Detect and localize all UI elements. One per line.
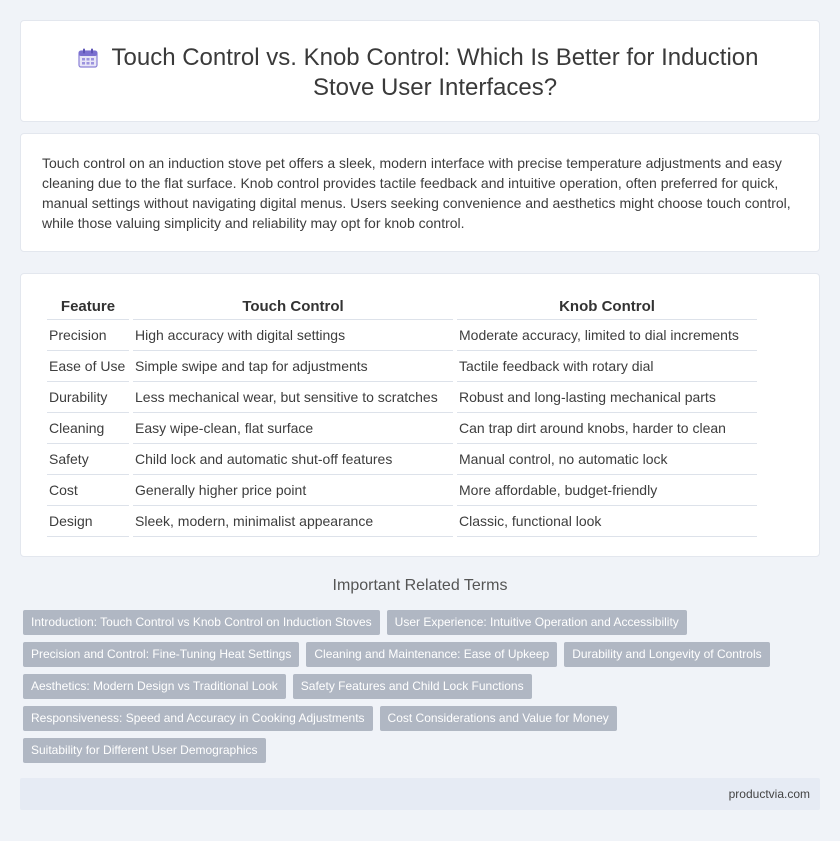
touch-cell: Easy wipe-clean, flat surface: [133, 413, 453, 444]
table-row: [47, 351, 757, 382]
footer-site-link[interactable]: productvia.com: [728, 787, 810, 801]
table-row: [47, 382, 757, 413]
intro-paragraph: Touch control on an induction stove pet offers a sleek, modern interface with precise temperature adjustments and easy cleaning due to the flat surface. Knob control provides tactile feedback and intuitive operation, often preferred for quick, manual settings without navigating digital menus. Users seeking convenience and aesthetics might choose touch control, while those valuing simplicity and reliability may opt for knob control.: [42, 155, 791, 231]
table-row: [47, 444, 757, 475]
footer: [20, 778, 820, 810]
knob-cell: Classic, functional look: [457, 506, 757, 537]
feature-cell: Cost: [47, 475, 129, 506]
related-term-tag[interactable]: Cost Considerations and Value for Money: [380, 706, 617, 731]
knob-cell: Moderate accuracy, limited to dial increments: [457, 320, 757, 351]
table-row: [47, 320, 757, 351]
related-term-tag[interactable]: Introduction: Touch Control vs Knob Control on Induction Stoves: [23, 610, 380, 635]
feature-cell: Precision: [47, 320, 129, 351]
related-term-tag[interactable]: User Experience: Intuitive Operation and Accessibility: [387, 610, 687, 635]
touch-cell: Generally higher price point: [133, 475, 453, 506]
knob-cell: Can trap dirt around knobs, harder to clean: [457, 413, 757, 444]
feature-cell: Safety: [47, 444, 129, 475]
related-term-tag[interactable]: Responsiveness: Speed and Accuracy in Cooking Adjustments: [23, 706, 373, 731]
touch-cell: High accuracy with digital settings: [133, 320, 453, 351]
feature-cell: Durability: [47, 382, 129, 413]
knob-cell: Manual control, no automatic lock: [457, 444, 757, 475]
header-feature: Feature: [47, 294, 129, 320]
table-header-row: [47, 294, 757, 320]
page-title: Touch Control vs. Knob Control: Which Is Better for Induction Stove User Interfaces?: [111, 44, 759, 101]
related-terms-heading: Important Related Terms: [332, 577, 508, 594]
table-row: [47, 413, 757, 444]
knob-cell: Tactile feedback with rotary dial: [457, 351, 757, 382]
header-knob-control: Knob Control: [457, 294, 757, 320]
touch-cell: Sleek, modern, minimalist appearance: [133, 506, 453, 537]
related-term-tag[interactable]: Safety Features and Child Lock Functions: [293, 674, 532, 699]
header-card: [20, 20, 820, 122]
related-term-tag[interactable]: Precision and Control: Fine-Tuning Heat Settings: [23, 642, 299, 667]
related-term-tag[interactable]: Suitability for Different User Demographics: [23, 738, 266, 763]
comparison-table-card: [20, 273, 820, 557]
knob-cell: More affordable, budget-friendly: [457, 475, 757, 506]
table-row: [47, 506, 757, 537]
related-terms-list: [23, 610, 803, 770]
table-row: [47, 475, 757, 506]
related-term-tag[interactable]: Aesthetics: Modern Design vs Traditional Look: [23, 674, 286, 699]
feature-cell: Design: [47, 506, 129, 537]
touch-cell: Child lock and automatic shut-off features: [133, 444, 453, 475]
touch-cell: Less mechanical wear, but sensitive to scratches: [133, 382, 453, 413]
feature-cell: Cleaning: [47, 413, 129, 444]
knob-cell: Robust and long-lasting mechanical parts: [457, 382, 757, 413]
related-term-tag[interactable]: Durability and Longevity of Controls: [564, 642, 769, 667]
header-touch-control: Touch Control: [133, 294, 453, 320]
intro-card: [20, 133, 820, 252]
touch-cell: Simple swipe and tap for adjustments: [133, 351, 453, 382]
comparison-table: [43, 294, 761, 537]
related-term-tag[interactable]: Cleaning and Maintenance: Ease of Upkeep: [306, 642, 557, 667]
feature-cell: Ease of Use: [47, 351, 129, 382]
